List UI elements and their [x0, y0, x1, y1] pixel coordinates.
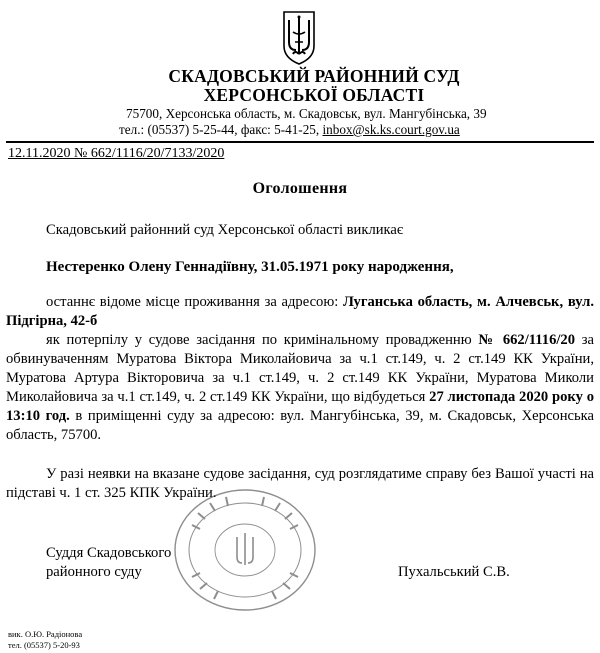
- executor-info: [8, 629, 82, 651]
- court-seal-stamp-icon: [170, 485, 320, 615]
- court-name-line2: ХЕРСОНСЬКОЇ ОБЛАСТІ: [203, 85, 425, 105]
- executor-phone: тел. (05537) 5-20-93: [8, 640, 80, 650]
- judge-name: Пухальський С.В.: [398, 564, 510, 580]
- court-address: 75700, Херсонська область, м. Скадовськ, вул. Мангубінська, 39: [126, 106, 487, 121]
- summoned-person: Нестеренко Олену Геннадіївну, 31.05.1971 року народження,: [46, 259, 454, 275]
- hearing-date: 27 листопада 2020 року о 13:10 год.: [6, 389, 594, 424]
- residence-paragraph: [6, 293, 594, 331]
- letterhead-divider: [6, 141, 594, 143]
- judge-title-line1: Суддя Скадовського: [46, 545, 172, 561]
- case-number: № 662/1116/20: [478, 332, 576, 348]
- document-reference: 12.11.2020 № 662/1116/20/7133/2020: [8, 146, 225, 161]
- executor-name: вик. О.Ю. Радіонова: [8, 629, 83, 639]
- trident-coat-of-arms-icon: [282, 10, 316, 66]
- summons-paragraph: Скадовський районний суд Херсонської області викликає: [46, 222, 404, 238]
- judge-title-line2: районного суду: [46, 564, 142, 580]
- email-link[interactable]: inbox@sk.ks.court.gov.ua: [322, 122, 460, 137]
- document-title: Оголошення: [252, 180, 348, 197]
- court-name-line1: СКАДОВСЬКИЙ РАЙОННИЙ СУД: [168, 66, 460, 86]
- residence-address: Луганська область, м. Алчевськ, вул. Підгірна, 42-б: [6, 294, 594, 329]
- hearing-text-3: в приміщенні суду за адресою: вул. Мангубінська, 39, м. Скадовськ, Херсонська область, 75700.: [6, 408, 595, 443]
- warning-text: У разі неявки на вказане судове засідання, суд розглядатиме справу без Вашої участі на підставі ч. 1 ст. 325 КПК України.: [6, 466, 594, 501]
- hearing-text-1: як потерпілу у судове засідання по кримінальному провадженню: [46, 332, 479, 348]
- hearing-paragraph: [6, 331, 594, 445]
- phone-fax: тел.: (05537) 5-25-44, факс: 5-41-25,: [119, 122, 323, 137]
- court-contacts: [119, 122, 460, 138]
- residence-text: останнє відоме місце проживання за адресою:: [46, 294, 344, 310]
- hearing-text-2: за обвинуваченням Муратова Віктора Миколайовича за ч.1 ст.149, ч. 2 ст.149 КК України, Муратова Артура Вікторовича за ч.1 ст.149, ч. 2 ст.149 КК України, Муратова Миколи Миколайовича за ч.1 ст.149, ч. 2 ст.149 КК України, що відбудеться: [6, 332, 594, 405]
